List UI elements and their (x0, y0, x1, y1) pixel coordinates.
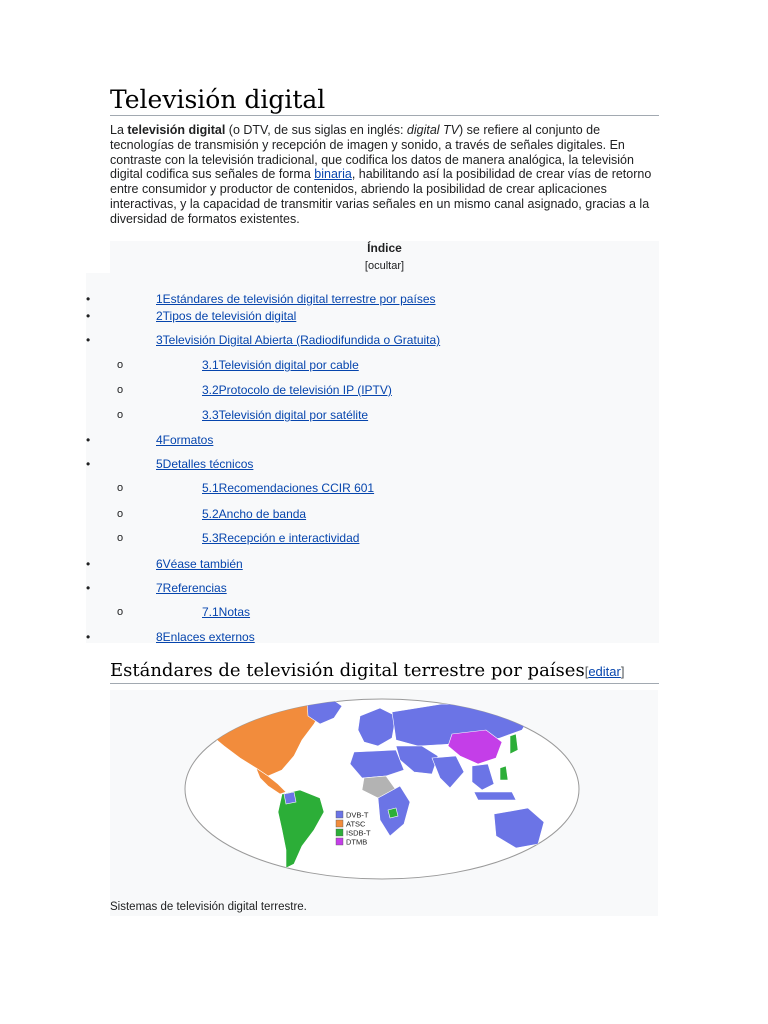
toc-item (0, 381, 700, 399)
intro-text-2: (o DTV, de sus siglas en inglés: (225, 123, 407, 137)
intro-text-3: ) se refiere al conjunto de tecnologías de transmisión y recepción de imagen y sonido, a través de señales digitales. En contraste con la televisión tradicional, que codifica los datos de manera analógica, la televisión digital codifica sus señales de forma (110, 123, 634, 182)
toc-item (0, 479, 700, 497)
map-figure (110, 690, 658, 916)
section-edit (585, 664, 625, 679)
toc-item (0, 307, 700, 325)
section-heading-text: Estándares de televisión digital terrestre por países (110, 660, 585, 681)
toc-bullet: • (86, 630, 91, 644)
edit-bracket-open: [ (584, 664, 589, 679)
toc-link-3[interactable]: 3Televisión Digital Abierta (Radiodifundida o Gratuita) (156, 333, 441, 347)
intro-text-1: La (110, 123, 128, 137)
legend-label: DVB-T (346, 810, 369, 820)
toc-bullet: • (86, 292, 91, 306)
page-title: Televisión digital (110, 85, 326, 114)
toc-link-4[interactable]: 4Formatos (156, 433, 214, 447)
section-divider (110, 683, 659, 684)
toc-item (0, 290, 700, 308)
toc-bullet: • (86, 309, 91, 323)
colombia-shape (284, 792, 296, 804)
new-zealand-shape (548, 842, 556, 858)
toc-bullet: o (117, 508, 124, 520)
toc-item (0, 505, 700, 523)
toc-item (0, 455, 700, 473)
toc-bullet: o (117, 409, 124, 421)
legend-label: DTMB (346, 837, 368, 847)
toc-title: Índice (367, 241, 402, 255)
toc-item (0, 603, 700, 621)
edit-link[interactable]: editar (588, 664, 621, 679)
toc-link-8[interactable]: 8Enlaces externos (156, 630, 255, 644)
toc-item (0, 628, 700, 646)
toc-bullet: o (117, 384, 124, 396)
toc-link-5-1[interactable]: 5.1Recomendaciones CCIR 601 (202, 481, 375, 495)
section-heading (110, 657, 670, 686)
indonesia-shape (474, 792, 516, 800)
toc-link-1[interactable]: 1Estándares de televisión digital terrestre por países (156, 292, 436, 306)
toc-bullet: o (117, 359, 124, 371)
toc-item (0, 431, 700, 449)
world-map-image[interactable] (182, 694, 582, 884)
figure-caption: Sistemas de televisión digital terrestre. (110, 901, 307, 913)
binaria-link[interactable]: binaria (314, 167, 352, 182)
legend-swatch (336, 820, 343, 827)
toc-bullet: • (86, 457, 91, 471)
toc-item (0, 331, 700, 349)
legend-label: ATSC (346, 819, 366, 829)
legend-swatch (336, 838, 343, 845)
intro-paragraph (110, 123, 662, 227)
toc-item (0, 579, 700, 597)
intro-italic-term: digital TV (406, 123, 460, 137)
toc-link-6[interactable]: 6Véase también (156, 557, 243, 571)
toc-link-2[interactable]: 2Tipos de televisión digital (156, 309, 297, 323)
toc-bullet: • (86, 333, 91, 347)
title-divider (110, 115, 659, 116)
toc-link-3-1[interactable]: 3.1Televisión digital por cable (202, 358, 359, 372)
toc-link-7-1[interactable]: 7.1Notas (202, 605, 251, 619)
toc-item (0, 406, 700, 424)
toc-item (0, 555, 700, 573)
toc-bullet: o (117, 482, 124, 494)
intro-bold-term: televisión digital (127, 123, 226, 137)
toc-bullet: • (86, 557, 91, 571)
botswana-shape (388, 808, 398, 818)
edit-bracket-close: ] (620, 664, 625, 679)
toc-item (0, 529, 700, 547)
toc-bullet: o (117, 532, 124, 544)
legend-label: ISDB-T (346, 828, 371, 838)
toc-hide-toggle[interactable]: [ocultar] (364, 260, 405, 272)
toc-link-7[interactable]: 7Referencias (156, 581, 227, 595)
legend-swatch (336, 811, 343, 818)
legend-swatch (336, 829, 343, 836)
toc-link-5-2[interactable]: 5.2Ancho de banda (202, 507, 307, 521)
toc-link-5-3[interactable]: 5.3Recepción e interactividad (202, 531, 360, 545)
toc-link-3-3[interactable]: 3.3Televisión digital por satélite (202, 408, 369, 422)
toc-link-3-2[interactable]: 3.2Protocolo de televisión IP (IPTV) (202, 383, 392, 397)
toc-bullet: • (86, 433, 91, 447)
toc-link-5[interactable]: 5Detalles técnicos (156, 457, 254, 471)
toc-bullet: • (86, 581, 91, 595)
intro-text-4: , habilitando así la posibilidad de crear vías de retorno entre consumidor y productor de contenidos, abriendo la posibilidad de crear aplicaciones interactivas, y la capacidad de transmitir varias señales en un mismo canal asignado, gracias a la diversidad de formatos existentes. (110, 167, 652, 226)
toc-item (0, 356, 700, 374)
toc-bullet: o (117, 606, 124, 618)
